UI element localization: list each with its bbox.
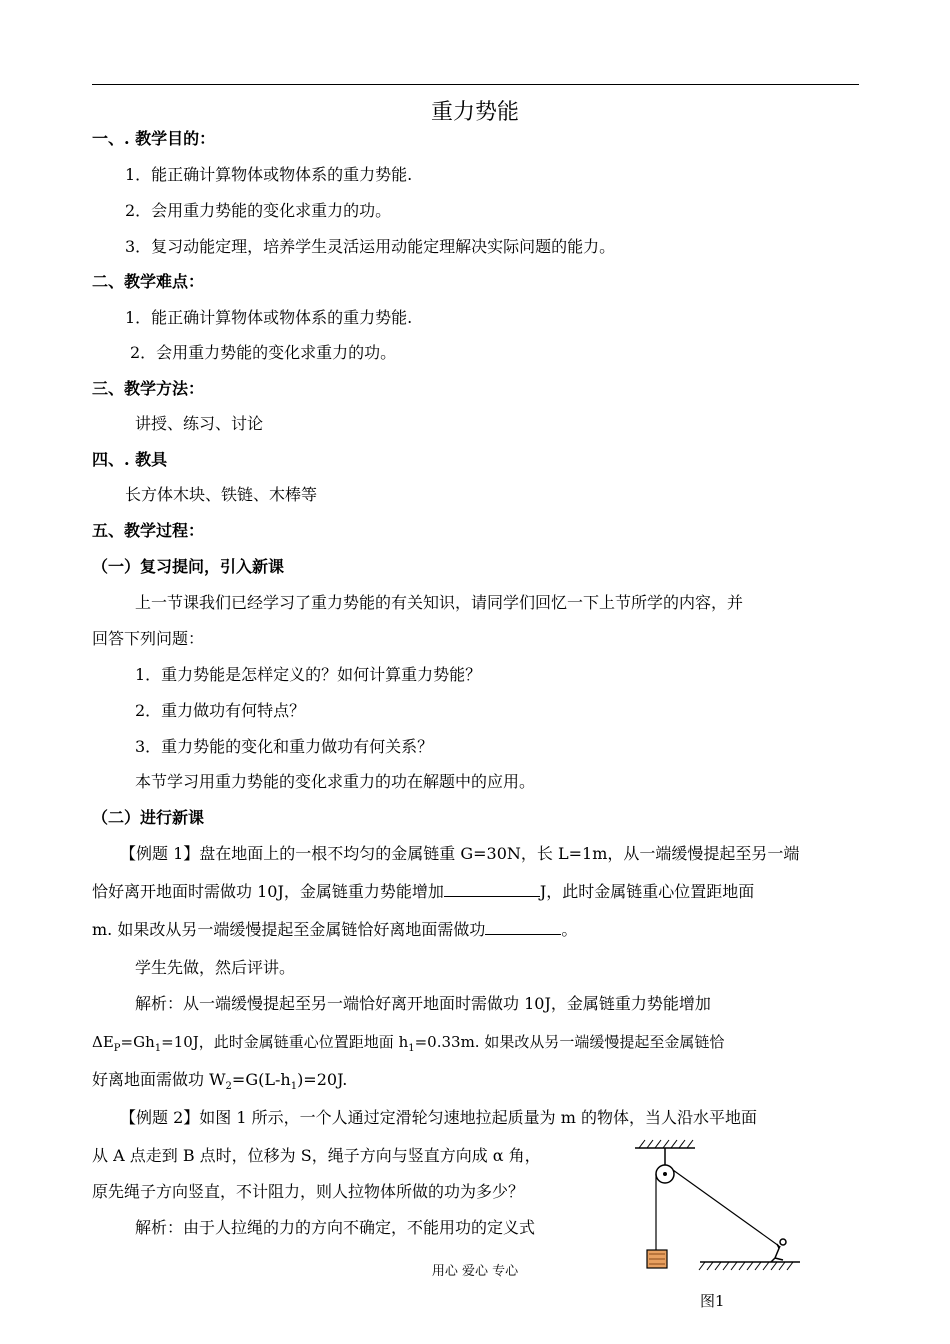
page-title: 重力势能 — [430, 100, 519, 125]
difficulty-2: 2．会用重力势能的变化求重力的功。 — [130, 343, 397, 362]
header-rule — [92, 84, 859, 85]
solution-sub-p: P — [113, 1043, 121, 1054]
solution-text-b: =Gh — [120, 1033, 155, 1051]
objective-3: 3．复习动能定理，培养学生灵活运用动能定理解决实际问题的能力。 — [125, 237, 616, 256]
section-2-heading: 二、教学难点： — [92, 272, 205, 291]
tools-text: 长方体木块、铁链、木棒等 — [125, 485, 318, 504]
page-footer: 用心 爱心 专心 — [431, 1264, 519, 1279]
question-2: 2．重力做功有何特点？ — [135, 701, 306, 720]
example-1-student-note: 学生先做，然后评讲。 — [135, 958, 296, 977]
pulley-axle — [663, 1172, 667, 1176]
solution-text-a: ΔE — [92, 1033, 114, 1051]
ceiling-hatch — [639, 1140, 693, 1148]
solution-line-3-text-b: =G(L-h — [231, 1070, 291, 1089]
example-2-line-2: 从 A 点走到 B 点时，位移为 S，绳子方向与竖直方向成 α 角， — [92, 1146, 541, 1165]
intro-paragraph-line-2: 回答下列问题： — [92, 629, 205, 648]
subsection-2-heading: （二）进行新课 — [92, 808, 205, 827]
example-1-solution-line-1: 解析：从一端缓慢提起至另一端恰好离开地面时需做功 10J，金属链重力势能增加 — [135, 994, 711, 1013]
answer-blank-2 — [485, 920, 561, 935]
example-1-line-2-text-a: 恰好离开地面时需做功 10J，金属链重力势能增加 — [92, 882, 444, 901]
example-1-solution-line-2 — [92, 1031, 724, 1060]
example-2-solution: 解析：由于人拉绳的力的方向不确定，不能用功的定义式 — [135, 1218, 536, 1237]
solution-sub-1b: 1 — [408, 1043, 415, 1054]
example-1-line-2 — [92, 881, 754, 903]
example-1-line-2-text-b: J，此时金属链重心位置距地面 — [539, 882, 755, 901]
section-1-heading: 一、. 教学目的： — [92, 129, 216, 148]
example-2-line-3: 原先绳子方向竖直，不计阻力，则人拉物体所做的功为多少？ — [92, 1182, 525, 1201]
methods-text: 讲授、练习、讨论 — [135, 414, 264, 433]
example-1-line-3 — [92, 919, 577, 941]
solution-text-d: =0.33m. 如果改从另一端缓慢提起至金属链恰 — [414, 1033, 725, 1051]
solution-sub-1: 1 — [154, 1043, 162, 1054]
section-3-heading: 三、教学方法： — [92, 379, 205, 398]
example-1-line-3-text-b: 。 — [561, 920, 578, 939]
example-1-line-3-text-a: m. 如果改从另一端缓慢提起至金属链恰好离地面需做功 — [92, 920, 486, 939]
difficulty-1: 1．能正确计算物体或物体系的重力势能. — [125, 308, 413, 327]
solution-line-3-text-a: 好离地面需做功 W — [92, 1070, 226, 1089]
solution-line-3-text-c: )=20J. — [297, 1070, 348, 1089]
section-5-heading: 五、教学过程： — [92, 521, 205, 540]
intro-paragraph-line-1: 上一节课我们已经学习了重力势能的有关知识，请同学们回忆一下上节所学的内容，并 — [135, 593, 744, 612]
example-1-line-1: 【例题 1】盘在地面上的一根不均匀的金属链重 G=30N，长 L=1m，从一端缓慢提起至另一端 — [120, 844, 800, 863]
solution-line-3-sub-1: 1 — [290, 1081, 298, 1093]
answer-blank-1 — [444, 882, 540, 897]
objective-2: 2．会用重力势能的变化求重力的功。 — [125, 201, 392, 220]
example-2-line-1: 【例题 2】如图 1 所示，一个人通过定滑轮匀速地拉起质量为 m 的物体，当人沿水平地面 — [120, 1108, 757, 1127]
subsection-1-heading: （一）复习提问，引入新课 — [92, 557, 285, 576]
example-1-solution-line-3 — [92, 1069, 347, 1098]
solution-sub-2: 2 — [225, 1081, 232, 1093]
question-1: 1．重力势能是怎样定义的？如何计算重力势能？ — [135, 665, 482, 684]
figure-caption: 图1 — [700, 1292, 725, 1310]
intro-summary: 本节学习用重力势能的变化求重力的功在解题中的应用。 — [135, 772, 536, 791]
objective-1: 1．能正确计算物体或物体系的重力势能. — [125, 165, 413, 184]
solution-text-c: =10J，此时金属链重心位置距地面 h — [161, 1033, 409, 1051]
question-3: 3．重力势能的变化和重力做功有何关系？ — [135, 737, 434, 756]
section-4-heading: 四、. 教具 — [92, 450, 168, 469]
slanted-rope — [673, 1170, 779, 1246]
